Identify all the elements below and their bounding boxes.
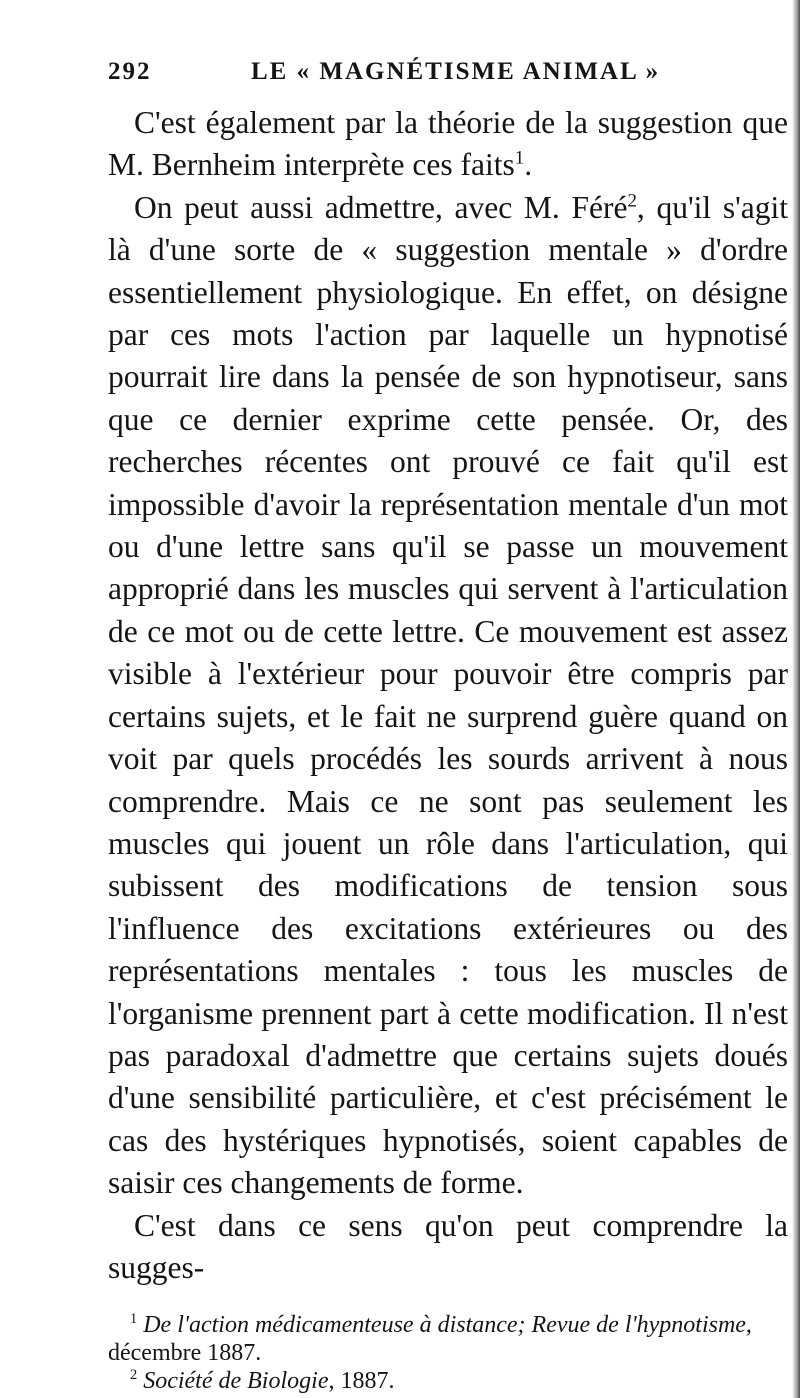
footnotes xyxy=(108,1311,788,1395)
paragraph-3 xyxy=(108,1205,788,1290)
body-text xyxy=(108,102,788,1289)
page-number: 292 xyxy=(108,58,152,85)
footnote-citation: De l'action médicamenteuse à distance; Revue de l'hypnotisme, xyxy=(143,1312,752,1339)
footnote-2 xyxy=(108,1367,788,1395)
footnote-citation: Société de Biologie, xyxy=(143,1368,335,1395)
footnote-marker: 1 xyxy=(130,1311,138,1328)
book-page xyxy=(108,58,788,1395)
paragraph-text: , qu'il s'agit là d'une sorte de « suggestion mentale » d'ordre essentiellement physiologique. En effet, on désigne par ces mots l'action par laquelle un hypnotisé pourrait lire dans la pensée de son hypnotiseur, sans que ce dernier exprime cette pensée. Or, des recherches récentes ont prouvé ce fait qu'il est impossible d'avoir la représentation mentale d'un mot ou d'une lettre sans qu'il se passe un mouvement approprié dans les muscles qui servent à l'articulation de ce mot ou de cette lettre. Ce mouvement est assez visible à l'extérieur pour pouvoir être compris par certains sujets, et le fait ne surprend guère quand on voit par quels procédés les sourds arrivent à nous comprendre. Mais ce ne sont pas seulement les muscles qui jouent un rôle dans l'articulation, qui subissent des modifications de tension sous l'influence des excitations extérieures ou des représentations mentales : tous les muscles de l'organisme prennent part à cette modification. Il n'est pas paradoxal d'admettre que certains sujets doués d'une sensibilité particulière, et c'est précisément le cas des hystériques hypnotisés, soient capables de saisir ces changements de forme. xyxy=(108,189,788,1201)
running-title: LE « MAGNÉTISME ANIMAL » xyxy=(251,58,661,85)
footnote-1 xyxy=(108,1311,788,1367)
paragraph-1 xyxy=(108,102,788,187)
running-header xyxy=(108,58,788,102)
footnote-date: décembre 1887. xyxy=(108,1340,262,1367)
paragraph-text: . xyxy=(524,147,533,183)
paragraph-text: C'est également par la théorie de la suggestion que M. Bernheim interprète ces faits xyxy=(108,105,788,183)
footnote-marker: 2 xyxy=(130,1367,138,1384)
page-edge-shadow xyxy=(792,0,800,1398)
paragraph-text: On peut aussi admettre, avec M. Féré xyxy=(134,189,628,225)
paragraph-2 xyxy=(108,187,788,1205)
paragraph-text: C'est dans ce sens qu'on peut comprendre la sugges- xyxy=(108,1207,788,1285)
footnote-ref-1: 1 xyxy=(514,147,525,169)
footnote-date: 1887. xyxy=(334,1368,395,1395)
footnote-ref-2: 2 xyxy=(627,190,637,212)
